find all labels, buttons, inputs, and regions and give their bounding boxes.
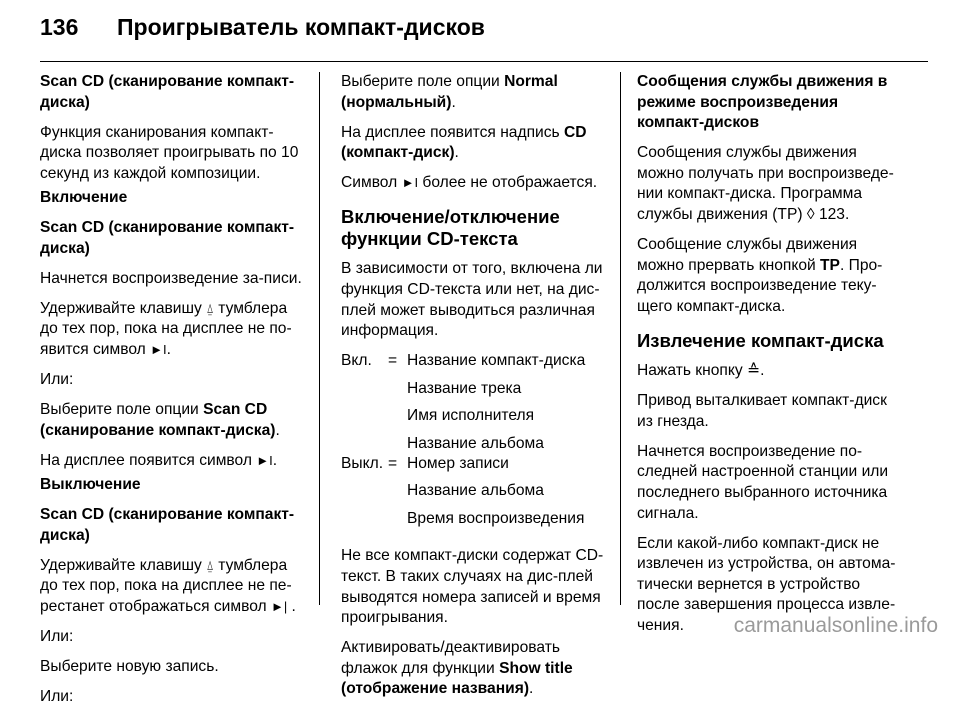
cd-text-description: В зависимости от того, включена ли функция CD-текста или нет, на дис-плей может выводиться различная информация.	[341, 260, 603, 340]
play-symbol-icon: ►I	[401, 175, 419, 191]
table-row: Название альбома	[407, 434, 544, 452]
interrupt-text: Сообщение службы движения можно прервать кнопкой TP. Про-должится воспроизведение теку-щего компакт-диска.	[637, 236, 883, 315]
table-row: Название альбома	[407, 482, 544, 500]
resume-text: Начнется воспроизведение по-следней настроенной станции или последнего выбранного источника сигнала.	[637, 442, 889, 522]
heading-cd-text: Включение/отключение функции CD-текста	[341, 205, 560, 249]
heading-disable: Выключение	[40, 476, 141, 493]
symbol-hidden: Символ ►I более не отображается.	[341, 174, 598, 192]
reinsert-text: Если какой-либо компакт-диск не извлечен из устройства, он автома-тически вернется в устройство после завершения процесса извле-чения.	[637, 534, 896, 635]
enable-text: Начнется воспроизведение за-писи.	[40, 269, 302, 287]
traffic-text: Сообщения службы движения можно получать при воспроизведе-нии компакт-диска. Программа службы движения (TP) ◊ 123.	[637, 144, 894, 224]
play-symbol-icon: ►I	[256, 452, 273, 468]
or-2: Или:	[40, 628, 74, 646]
drive-ejects: Привод выталкивает компакт-диск из гнезда.	[637, 392, 887, 430]
page-number: 136	[40, 14, 79, 40]
activate-flag: Активировать/деактивировать флажок для функции Show title (отображение названия).	[341, 639, 573, 698]
table-row: Время воспроизведения	[407, 509, 585, 527]
header-rule	[40, 61, 928, 62]
press-eject: Нажать кнопку ≙.	[637, 362, 765, 380]
scan-key-icon: ⍙	[206, 557, 214, 573]
watermark: carmanualsonline.info	[733, 614, 938, 637]
hold-instruction-1: Удерживайте клавишу ⍙ тумблера до тех пор, пока на дисплее не по-явится символ ►I.	[40, 299, 292, 359]
select-option-1: Выберите поле опции Scan CD (сканирование компакт-диска).	[40, 401, 280, 439]
scan-key-icon: ⍙	[206, 300, 214, 316]
column-divider-2	[620, 72, 621, 605]
cd-text-table	[341, 351, 604, 536]
heading-eject: Извлечение компакт-диска	[637, 329, 884, 351]
scan-description: Функция сканирования компакт-диска позволяет проигрывать по 10 секунд из каждой композиции.	[40, 123, 299, 182]
column-2	[341, 72, 604, 710]
display-cd: На дисплее появится надпись CD (компакт-диск).	[341, 123, 587, 162]
play-symbol-icon: ►I	[150, 342, 167, 358]
heading-disable-scan: Scan CD (сканирование компакт-диска)	[40, 506, 295, 544]
table-row: Название трека	[407, 379, 522, 397]
heading-enable-scan: Scan CD (сканирование компакт-диска)	[40, 219, 295, 257]
page-ref-icon: ◊	[806, 206, 815, 224]
heading-traffic: Сообщения службы движения в режиме воспроизведения компакт-дисков	[637, 73, 888, 132]
heading-scan-cd: Scan CD (сканирование компакт-диска)	[40, 73, 295, 111]
hold-instruction-2: Удерживайте клавишу ⍙ тумблера до тех пор, пока на дисплее не пе-рестанет отображаться символ ►| .	[40, 556, 296, 615]
select-normal: Выберите поле опции Normal (нормальный).	[341, 73, 558, 111]
column-divider-1	[319, 72, 320, 605]
play-symbol-icon: ►|	[270, 598, 288, 614]
display-symbol-1: На дисплее появится символ ►I.	[40, 451, 278, 469]
table-row: Выкл. = Номер записи	[341, 454, 509, 472]
select-new-track: Выберите новую запись.	[40, 658, 219, 676]
or-3: Или:	[40, 688, 74, 706]
table-row: Имя исполнителя	[407, 407, 535, 425]
heading-enable: Включение	[40, 188, 128, 206]
or-1: Или:	[40, 371, 74, 389]
table-row: Вкл. = Название компакт-диска	[341, 352, 586, 370]
column-3	[637, 72, 905, 646]
not-all-cds: Не все компакт-диски содержат CD-текст. В таких случаях на дис-плей выводятся номера записей и время проигрывания.	[341, 547, 604, 627]
column-1	[40, 72, 302, 717]
page-title: Проигрыватель компакт-дисков	[117, 14, 485, 40]
eject-icon: ≙	[746, 362, 761, 380]
